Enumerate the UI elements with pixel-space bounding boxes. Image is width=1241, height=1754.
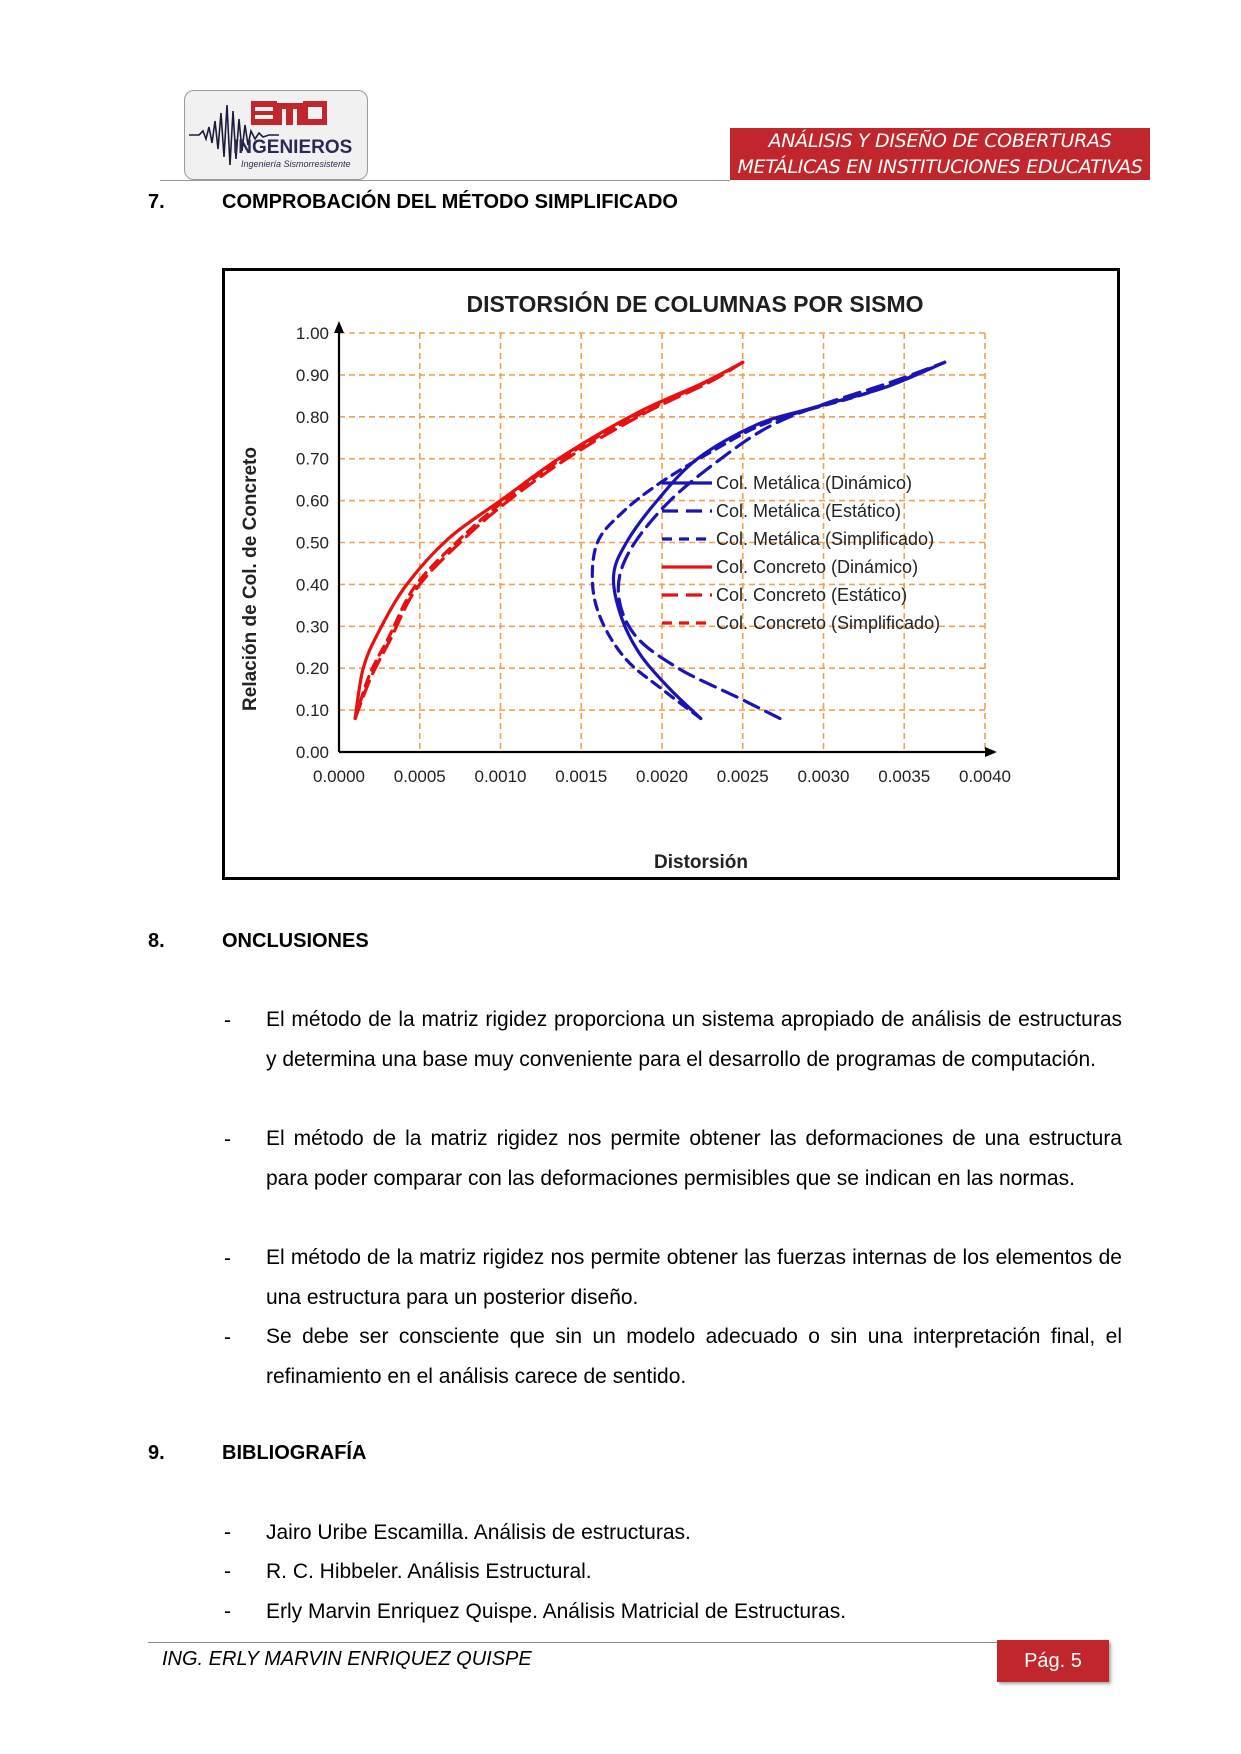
conclusion-item: El método de la matriz rigidez nos permite obtener las fuerzas internas de los elementos de una estructura para un posterior diseño. [266, 1246, 1122, 1309]
legend-label: Col. Metálica (Dinámico) [716, 473, 913, 493]
conclusion-bullet: - [224, 1247, 231, 1270]
header-title-line2: METÁLICAS EN INSTITUCIONES EDUCATIVAS [737, 156, 1143, 178]
chart-title: DISTORSIÓN DE COLUMNAS POR SISMO [466, 291, 924, 317]
x-axis-label: Distorsión [654, 852, 748, 873]
y-tick-label: 0.60 [295, 491, 329, 511]
conclusion-bullet: - [224, 1326, 231, 1349]
y-tick-label: 0.70 [295, 449, 329, 469]
legend-label: Col. Concreto (Simplificado) [716, 613, 941, 633]
section-8-number: 8. [148, 930, 165, 952]
x-tick-label: 0.0030 [797, 767, 850, 786]
x-tick-label: 0.0025 [716, 767, 769, 786]
bibliography-item: Jairo Uribe Escamilla. Análisis de estructuras. [266, 1521, 691, 1544]
bibliography-item: R. C. Hibbeler. Análisis Estructural. [266, 1560, 592, 1583]
y-tick-label: 0.20 [295, 659, 329, 679]
y-tick-label: 0.10 [295, 701, 329, 721]
x-tick-label: 0.0020 [636, 767, 688, 786]
y-tick-label: 0.00 [295, 743, 329, 762]
x-tick-label: 0.0005 [393, 767, 446, 786]
bibliography-bullet: - [224, 1521, 231, 1544]
logo-text: INGENIEROS [233, 137, 353, 158]
x-axis-arrow [985, 747, 997, 757]
x-tick-label: 0.0035 [878, 767, 931, 786]
legend-label: Col. Concreto (Dinámico) [716, 557, 919, 577]
chart-canvas [225, 271, 1117, 877]
y-tick-label: 0.90 [295, 365, 329, 385]
logo-graphic [185, 91, 367, 179]
legend-label: Col. Metálica (Simplificado) [716, 529, 935, 549]
section-9-number: 9. [148, 1442, 165, 1464]
legend-label: Col. Concreto (Estático) [716, 585, 908, 605]
header-title-line1: ANÁLISIS Y DISEÑO DE COBERTURAS [768, 130, 1112, 152]
x-tick-label: 0.0040 [959, 767, 1011, 786]
footer-divider [148, 1642, 1108, 1643]
chart-legend [662, 473, 940, 633]
y-tick-label: 0.30 [295, 617, 329, 637]
page-number-badge: Pág. 5 [997, 1640, 1109, 1682]
conclusion-bullet: - [224, 1009, 231, 1032]
conclusion-bullet: - [224, 1128, 231, 1151]
bibliography-item: Erly Marvin Enriquez Quispe. Análisis Matricial de Estructuras. [266, 1600, 847, 1623]
company-logo [184, 90, 368, 180]
x-tick-label: 0.0015 [555, 767, 608, 786]
distortion-chart [222, 268, 1120, 880]
y-tick-label: 0.50 [295, 533, 329, 553]
logo-subtext: Ingeniería Sismorresistente [241, 159, 351, 169]
bibliography-bullet: - [224, 1560, 231, 1583]
bibliography-bullet: - [224, 1600, 231, 1623]
conclusion-item: El método de la matriz rigidez proporciona un sistema apropiado de análisis de estructuras y determina una base muy conveniente para el desarrollo de programas de computación. [266, 1008, 1122, 1071]
y-axis-arrow [334, 321, 344, 333]
legend-label: Col. Metálica (Estático) [716, 501, 902, 521]
footer-author: ING. ERLY MARVIN ENRIQUEZ QUISPE [162, 1648, 532, 1670]
section-9-title: BIBLIOGRAFÍA [222, 1442, 367, 1464]
y-axis-label: Relación de Col. de Concreto [240, 447, 261, 711]
y-tick-label: 1.00 [295, 324, 329, 343]
header-divider [160, 180, 730, 181]
header-title-banner [730, 128, 1150, 180]
x-tick-label: 0.0000 [313, 767, 365, 786]
section-7-title: COMPROBACIÓN DEL MÉTODO SIMPLIFICADO [222, 191, 678, 213]
conclusion-item: Se debe ser consciente que sin un modelo adecuado o sin una interpretación final, el refinamiento en el análisis carece de sentido. [266, 1325, 1122, 1388]
y-tick-label: 0.80 [295, 407, 329, 427]
y-tick-label: 0.40 [295, 575, 329, 595]
conclusion-item: El método de la matriz rigidez nos permite obtener las deformaciones de una estructura para poder comparar con las deformaciones permisibles que se indican en las normas. [266, 1127, 1122, 1190]
x-tick-label: 0.0010 [474, 767, 527, 786]
section-7-number: 7. [148, 191, 165, 213]
section-8-title: ONCLUSIONES [222, 930, 369, 952]
